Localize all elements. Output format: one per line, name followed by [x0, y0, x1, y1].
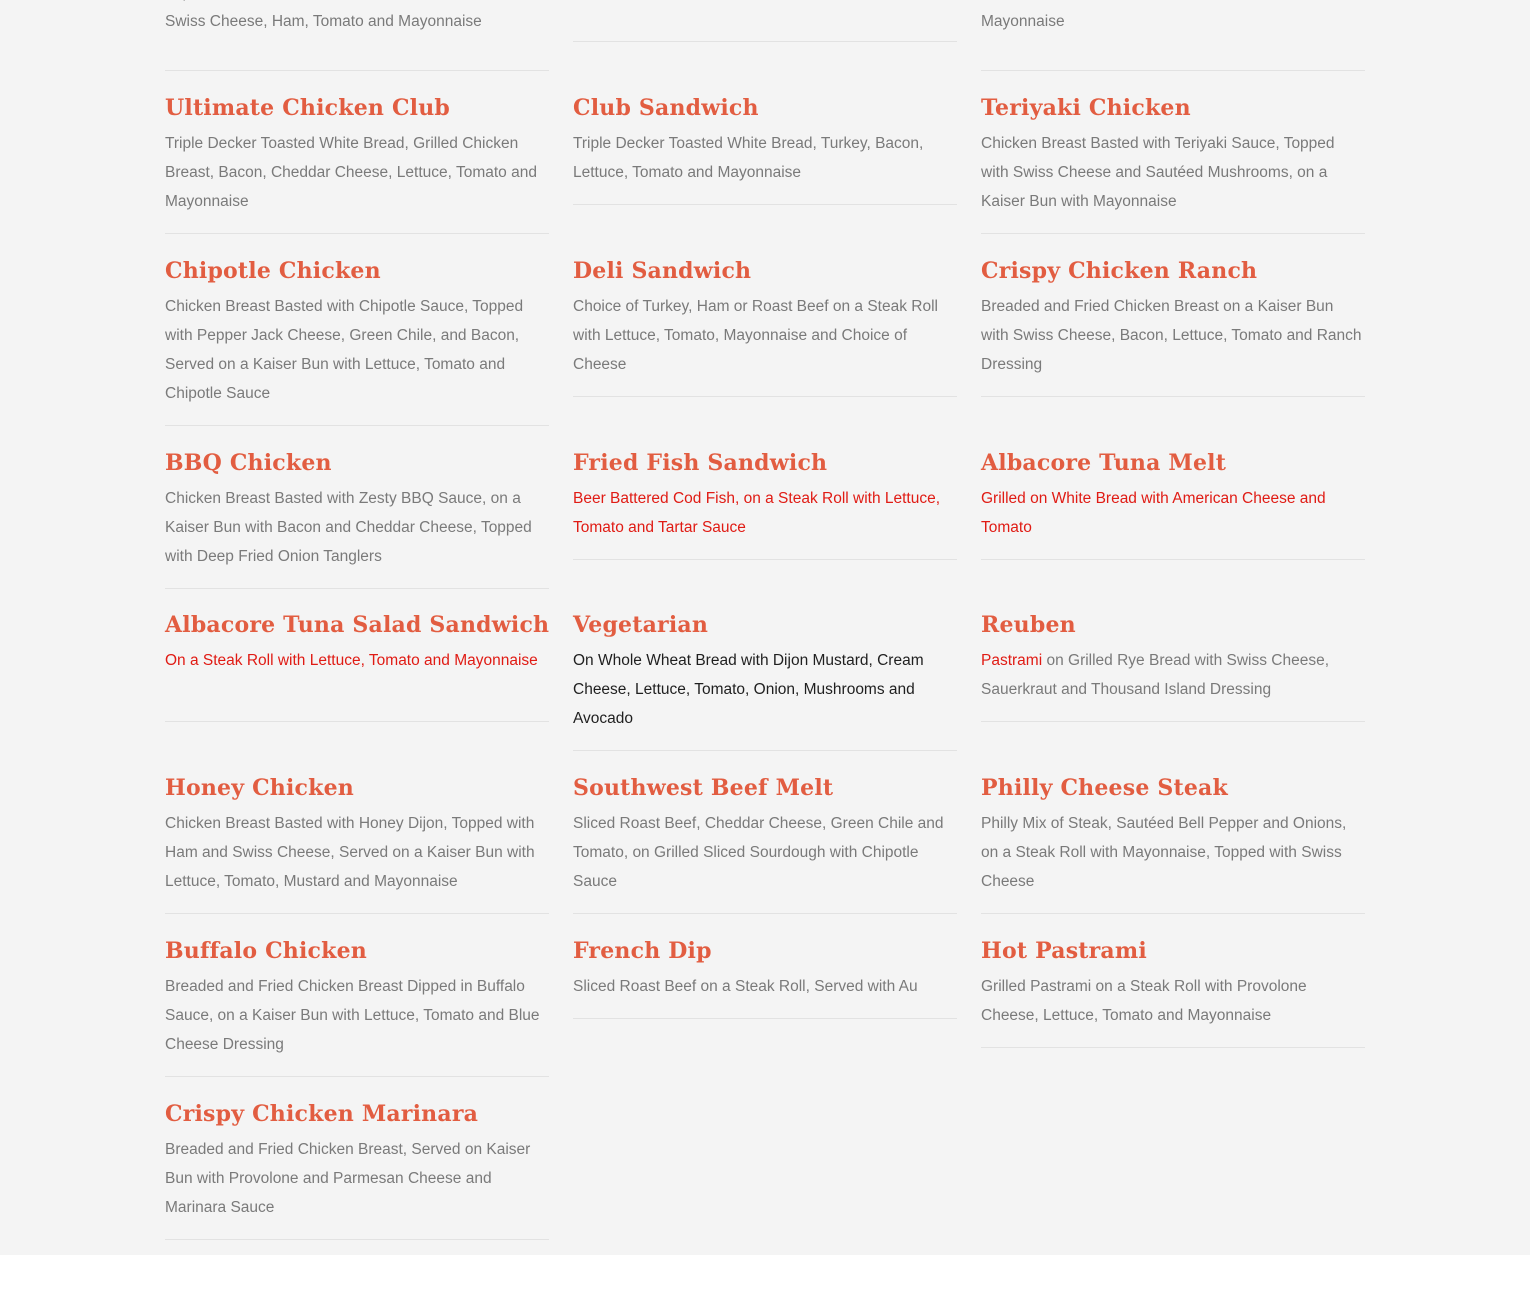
menu-item-name: Reuben: [981, 612, 1076, 638]
menu-item-description: Chicken Breast Basted with Honey Dijon, Topped with Ham and Swiss Cheese, Served on a Kaiser Bun with Lettuce, Tomato, Mustard and Mayonnaise: [165, 815, 535, 890]
menu-item-name: BBQ Chicken: [165, 450, 332, 476]
menu-item-name: Club Sandwich: [573, 95, 759, 121]
menu-item: [165, 610, 549, 722]
menu-item-description-highlight: Pastrami: [981, 652, 1043, 669]
menu-item: [573, 448, 957, 560]
menu-item-name: Buffalo Chicken: [165, 938, 367, 964]
menu-item-description: Grilled Pastrami on a Steak Roll with Provolone Cheese, Lettuce, Tomato and Mayonnaise: [981, 978, 1307, 1024]
menu-item-description: On a Steak Roll with Lettuce, Tomato and Mayonnaise: [165, 652, 538, 669]
menu-item-name: Deli Sandwich: [573, 258, 752, 284]
menu-item-description: Sliced Roast Beef on a Steak Roll, Served with Au: [573, 978, 918, 995]
menu-item: [981, 448, 1365, 560]
menu-item-name: French Dip: [573, 938, 712, 964]
menu-item: [165, 1099, 549, 1240]
menu-item: [981, 610, 1365, 722]
menu-item-description: Triple Decker Toasted White Bread, Turkey, Bacon, Lettuce, Tomato and Mayonnaise: [573, 135, 924, 181]
menu-item: [165, 93, 549, 234]
menu-item-description: Beer Battered Cod Fish, on a Steak Roll with Lettuce, Tomato and Tartar Sauce: [573, 490, 941, 536]
menu-item: [981, 773, 1365, 914]
menu-item-description: Chicken Breast Basted with Zesty BBQ Sauce, on a Kaiser Bun with Bacon and Cheddar Cheese, Topped with Deep Fried Onion Tanglers: [165, 490, 532, 565]
menu-item-name: Ultimate Chicken Club: [165, 95, 451, 121]
menu-item-name: Vegetarian: [573, 612, 709, 638]
menu-item-name: Crispy Chicken Marinara: [165, 1101, 479, 1127]
menu-item-partial: [573, 0, 957, 42]
menu-item-description: Philly Mix of Steak, Sautéed Bell Pepper and Onions, on a Steak Roll with Mayonnaise, Topped with Swiss Cheese: [981, 815, 1347, 890]
menu-item-description: Breaded and Fried Chicken Breast on a Kaiser Bun with Swiss Cheese, Bacon, Lettuce, Tomato and Ranch Dressing: [981, 298, 1362, 373]
menu-item-description: Triple Decker Toasted White Bread, Grilled Chicken Breast, Bacon, Cheddar Cheese, Lettuce, Tomato and Mayonnaise: [165, 135, 537, 210]
menu-item-name: Honey Chicken: [165, 775, 354, 801]
menu-item: [573, 610, 957, 751]
menu-item-name: Fried Fish Sandwich: [573, 450, 828, 476]
menu-item-partial: [165, 0, 549, 71]
menu-item-description: On Whole Wheat Bread with Dijon Mustard, Cream Cheese, Lettuce, Tomato, Onion, Mushrooms and Avocado: [573, 652, 924, 727]
menu-item-description: [573, 0, 957, 7]
menu-item-name: Philly Cheese Steak: [981, 775, 1228, 801]
menu-item: [165, 256, 549, 426]
menu-item-name: Crispy Chicken Ranch: [981, 258, 1258, 284]
menu-item-description: Mayonnaise: [981, 13, 1065, 30]
menu-item: [573, 936, 957, 1019]
menu-item-partial: [981, 0, 1365, 71]
menu-item-description: Breaded and Fried Chicken Breast, Served on Kaiser Bun with Provolone and Parmesan Cheese and Marinara Sauce: [165, 1141, 531, 1216]
menu-item-name: Hot Pastrami: [981, 938, 1147, 964]
menu-item-description: Chicken Breast Basted with Chipotle Sauce, Topped with Pepper Jack Cheese, Green Chile, and Bacon, Served on a Kaiser Bun with Lettuce, Tomato and Chipotle Sauce: [165, 298, 524, 402]
menu-item-description-rest: on Grilled Rye Bread with Swiss Cheese, Sauerkraut and Thousand Island Dressing: [981, 652, 1330, 698]
menu-item: [981, 256, 1365, 397]
menu-item: [573, 256, 957, 397]
menu-item: [981, 936, 1365, 1048]
menu-item-description: Chicken Breast Basted with Teriyaki Sauce, Topped with Swiss Cheese and Sautéed Mushrooms, on a Kaiser Bun with Mayonnaise: [981, 135, 1335, 210]
menu-item-name: Albacore Tuna Salad Sandwich: [165, 612, 550, 638]
menu-item-description: Sliced Roast Beef, Cheddar Cheese, Green Chile and Tomato, on Grilled Sliced Sourdough with Chipotle Sauce: [573, 815, 944, 890]
menu-item-description: Grilled on White Bread with American Cheese and Tomato: [981, 490, 1326, 536]
menu-item: [165, 773, 549, 914]
menu-item: [573, 773, 957, 914]
menu-item-description: [981, 646, 1365, 704]
menu-item: [165, 448, 549, 589]
menu-item-description: Choice of Turkey, Ham or Roast Beef on a Steak Roll with Lettuce, Tomato, Mayonnaise and Choice of Cheese: [573, 298, 938, 373]
menu-item: [165, 936, 549, 1077]
menu-item-name: Southwest Beef Melt: [573, 775, 834, 801]
menu-item-name: Teriyaki Chicken: [981, 95, 1191, 121]
menu-item-description: Breaded and Fried Chicken Breast Dipped in Buffalo Sauce, on a Kaiser Bun with Lettuce, Tomato and Blue Cheese Dressing: [165, 978, 540, 1053]
menu-item: [573, 93, 957, 205]
menu-item: [981, 93, 1365, 234]
menu-item-name: Chipotle Chicken: [165, 258, 381, 284]
menu-item-description: Swiss Cheese, Ham, Tomato and Mayonnaise: [165, 13, 482, 30]
menu-item-name: Albacore Tuna Melt: [981, 450, 1227, 476]
